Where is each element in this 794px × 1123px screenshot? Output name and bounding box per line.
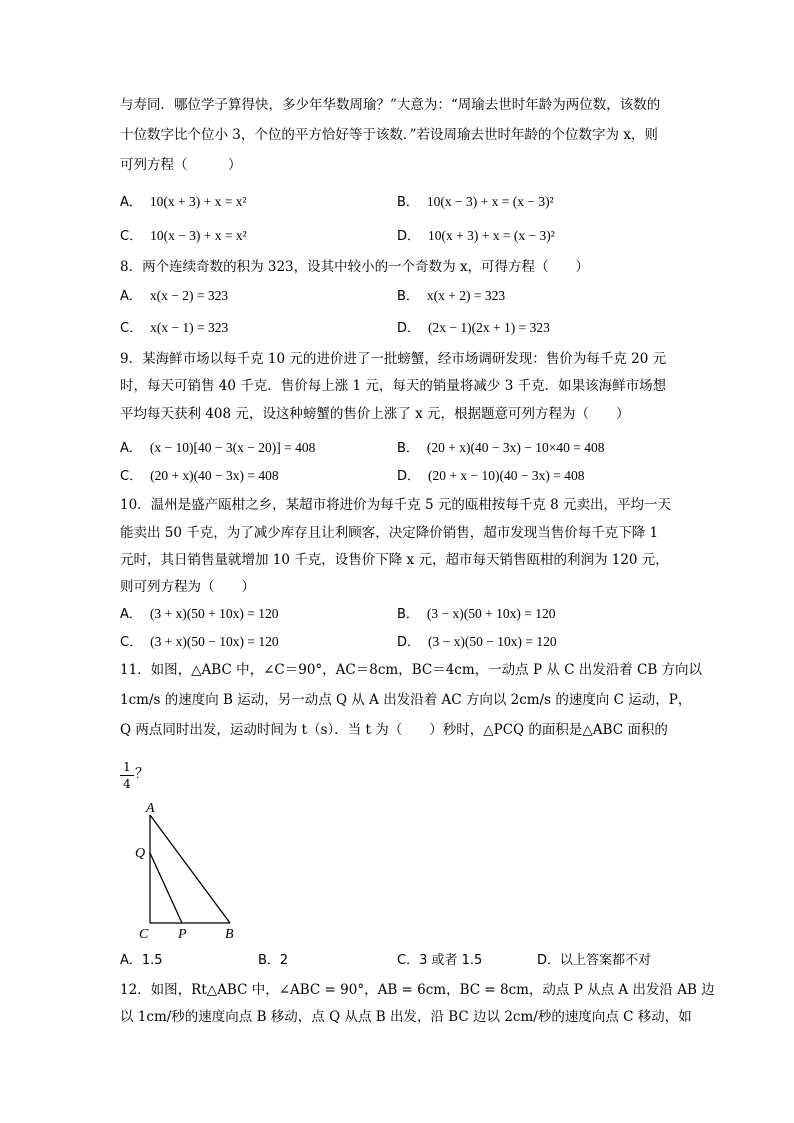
question-mark: ？ (135, 766, 149, 782)
q11-stem-line-3: Q 两点同时出发，运动时间为 t（s）．当 t 为（ ）秒时，△PCQ 的面积是△ABC 面积的 (120, 722, 668, 738)
q9-option-c-label: C． (120, 469, 143, 484)
q10-option-a[interactable] (120, 604, 278, 625)
q7-option-a-label: A． (120, 195, 142, 210)
q10-option-c[interactable] (120, 632, 279, 653)
q9-stem-line-1: 9．某海鲜市场以每千克 10 元的进价进了一批螃蟹，经市场调研发现：售价为每千克 20 元 (120, 351, 667, 367)
q7-option-b[interactable] (397, 192, 554, 213)
q10-option-c-label: C． (120, 635, 143, 650)
q9-option-d-equation: (20 + x − 10)(40 − 3x) = 408 (428, 468, 585, 483)
side-ab (150, 815, 230, 923)
q9-option-c[interactable] (120, 466, 279, 487)
q10-stem-line-3: 元时，其日销售量就增加 10 千克，设售价下降 x 元，超市每天销售瓯柑的利润为 120 元， (120, 552, 669, 568)
q7-option-c-label: C． (120, 229, 143, 244)
q10-stem-line-2: 能卖出 50 千克，为了减少库存且让利顾客，决定降价销售，超市发现当售价每千克下降 1 (120, 525, 659, 541)
point-label-q: Q (135, 846, 146, 861)
q8-option-b[interactable] (397, 286, 505, 307)
q11-option-a[interactable]: A．1.5 (120, 953, 163, 968)
q11-option-c[interactable]: C．3 或者 1.5 (397, 953, 483, 968)
vertex-label-b: B (225, 927, 234, 942)
q10-option-d-equation: (3 − x)(50 − 10x) = 120 (428, 634, 557, 649)
q7-option-d[interactable] (397, 226, 555, 247)
q9-stem-line-2: 时，每天可销售 40 千克．售价每上涨 1 元，每天的销量将减少 3 千克．如果该海鲜市场想 (120, 378, 667, 394)
q8-option-b-equation: x(x + 2) = 323 (426, 288, 506, 303)
q9-stem-line-3: 平均每天获利 408 元，设这种螃蟹的售价上涨了 x 元，根据题意可列方程为（ ） (120, 406, 630, 422)
q8-option-a-equation: x(x − 2) = 323 (149, 288, 229, 303)
q8-option-d[interactable] (397, 318, 550, 339)
vertex-label-a: A (146, 801, 155, 816)
point-label-p: P (178, 927, 187, 942)
q10-option-b[interactable] (397, 604, 556, 625)
q8-option-d-equation: (2x − 1)(2x + 1) = 323 (428, 320, 550, 335)
q7-option-b-equation: 10(x − 3) + x = (x − 3)² (426, 194, 554, 209)
one-quarter-fraction (120, 760, 134, 791)
triangle-figure (130, 795, 250, 945)
q7-option-d-label: D． (397, 229, 421, 244)
q9-option-d[interactable] (397, 466, 584, 487)
q7-option-c-equation: 10(x − 3) + x = x² (150, 228, 247, 243)
q9-option-b-equation: (20 + x)(40 − 3x) − 10×40 = 408 (426, 440, 605, 455)
q11-stem-line-2: 1cm/s 的速度向 B 运动，另一动点 Q 从 A 出发沿着 AC 方向以 2cm/s 的速度向 C 运动，P， (120, 692, 692, 708)
q10-option-a-label: A． (120, 607, 142, 622)
q8-option-b-label: B． (397, 289, 419, 304)
q7-option-d-equation: 10(x + 3) + x = (x − 3)² (428, 228, 555, 243)
q10-option-b-label: B． (397, 607, 419, 622)
q7-option-a[interactable] (120, 192, 247, 213)
q11-option-b[interactable]: B．2 (258, 953, 289, 968)
q8-option-c-label: C． (120, 321, 143, 336)
vertex-label-c: C (139, 927, 149, 942)
q8-stem: 8．两个连续奇数的积为 323，设其中较小的一个奇数为 x，可得方程（ ） (120, 259, 590, 275)
q9-option-b[interactable] (397, 438, 604, 459)
q12-stem-line-1: 12．如图，Rt△ABC 中，∠ABC = 90°，AB = 6cm，BC = 8cm，动点 P 从点 A 出发沿 AB 边 (120, 982, 715, 998)
q10-option-d-label: D． (397, 635, 421, 650)
q12-stem-line-2: 以 1cm/秒的速度向点 B 移动，点 Q 从点 B 出发，沿 BC 边以 2cm/秒的速度向点 C 移动，如 (120, 1009, 692, 1025)
q10-option-d[interactable] (397, 632, 557, 653)
q7-option-c[interactable] (120, 226, 247, 247)
fraction-denominator: 4 (123, 777, 131, 791)
q9-option-b-label: B． (397, 441, 419, 456)
q10-option-c-equation: (3 + x)(50 − 10x) = 120 (150, 634, 279, 649)
q9-option-a-label: A． (120, 441, 142, 456)
q11-stem-line-1: 11．如图，△ABC 中，∠C＝90°，AC＝8cm，BC＝4cm，一动点 P 从 C 出发沿着 CB 方向以 (120, 662, 703, 678)
fraction-numerator: 1 (123, 760, 131, 774)
q10-option-a-equation: (3 + x)(50 + 10x) = 120 (149, 606, 279, 621)
q9-option-c-equation: (20 + x)(40 − 3x) = 408 (150, 468, 279, 483)
q9-option-a-equation: (x − 10)[40 − 3(x − 20)] = 408 (149, 440, 316, 455)
q7-stem-line-2: 十位数字比个位小 3，个位的平方恰好等于该数．”若设周瑜去世时年龄的个位数字为 x，则 (120, 127, 658, 143)
q7-option-b-label: B． (397, 195, 419, 210)
q10-stem-line-1: 10．温州是盛产瓯柑之乡，某超市将进价为每千克 5 元的瓯柑按每千克 8 元卖出，平均一天 (120, 497, 672, 513)
q7-option-a-equation: 10(x + 3) + x = x² (149, 194, 247, 209)
q9-option-a[interactable] (120, 438, 315, 459)
q11-option-d[interactable]: D．以上答案都不对 (537, 953, 652, 968)
q8-option-a[interactable] (120, 286, 228, 307)
q10-stem-line-4: 则可列方程为（ ） (120, 579, 255, 595)
q8-option-d-label: D． (397, 321, 421, 336)
q9-option-d-label: D． (397, 469, 421, 484)
q10-option-b-equation: (3 − x)(50 + 10x) = 120 (426, 606, 556, 621)
segment-qp (150, 853, 182, 923)
q8-option-c-equation: x(x − 1) = 323 (150, 320, 229, 335)
q7-stem-line-3: 可列方程（ ） (120, 157, 242, 173)
q8-option-a-label: A． (120, 289, 142, 304)
q8-option-c[interactable] (120, 318, 228, 339)
q7-stem-line-1: 与寿同．哪位学子算得快，多少年华数周瑜？”大意为：“周瑜去世时年龄为两位数，该数的 (120, 97, 661, 113)
fraction-bar (120, 775, 134, 776)
